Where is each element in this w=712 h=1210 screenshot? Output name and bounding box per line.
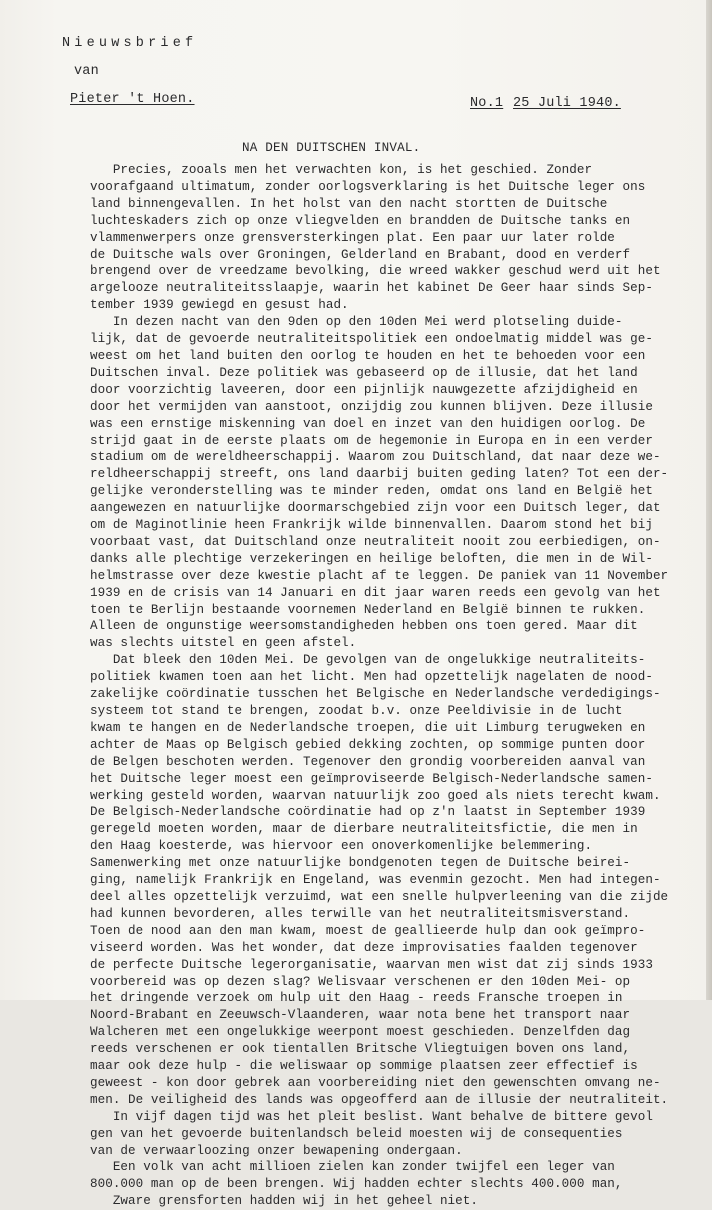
text-line: geregeld moeten worden, maar de dierbare neutraliteitsfictie, die men in [90,822,638,837]
issue-number: No.1 [470,96,504,111]
text-line: In dezen nacht van den 9den op den 10den Mei werd plotseling duide- [90,315,623,330]
text-line: stadium om de wereldheerschappij. Waarom zou Duitschland, dat naar deze we- [90,450,661,465]
text-line: 1939 en de crisis van 14 Januari en dit jaar waren reeds een gevolg van het [90,585,661,600]
text-line: van de verwaarloozing onzer bewapening ondergaan. [90,1143,463,1158]
text-line: toen te Berlijn bestaande voornemen Nederland en België binnen te rukken. [90,602,646,617]
text-line: achter de Maas op Belgisch gebied dekking zochten, op sommige punten door [90,737,646,752]
text-line: was slechts uitstel en geen afstel. [90,636,357,651]
text-line: lijk, dat de gevoerde neutraliteitspolitiek een ondoelmatig middel was ge- [90,332,653,347]
text-line: voorafgaand ultimatum, zonder oorlogsverklaring is het Duitsche leger ons [90,179,646,194]
text-line: In vijf dagen tijd was het pleit beslist. Want behalve de bittere gevol [90,1109,653,1124]
text-line: land binnengevallen. In het holst van den nacht stortten de Duitsche [90,196,608,211]
text-line: Dat bleek den 10den Mei. De gevolgen van de ongelukkige neutraliteits- [90,653,646,668]
text-line: vlammenwerpers onze grensversterkingen plat. Een paar uur later rolde [90,230,615,245]
text-line: politiek kwamen toen aan het licht. Men had opzettelijk nagelaten de nood- [90,670,653,685]
text-line: reldheerschappij streeft, ons land daarbij buiten geding laten? Tot een der- [90,467,669,482]
text-line: het Duitsche leger moest een geïmproviseerde Belgisch-Nederlandsche samen- [90,771,653,786]
text-line: helmstrasse over deze kwestie placht af te leggen. De paniek van 11 November [90,568,669,583]
text-line: viseerd worden. Was het wonder, dat deze improvisaties faalden tegenover [90,940,638,955]
text-line: Duitschen inval. Deze politiek was gebaseerd op de illusie, dat het land [90,365,638,380]
text-line: tember 1939 gewiegd en gesust had. [90,298,349,313]
text-line: argelooze neutraliteitsslaapje, waarin het kabinet De Geer haar sinds Sep- [90,281,653,296]
text-line: luchteskaders zich op onze vliegvelden en brandden de Duitsche tanks en [90,213,631,228]
text-line: Precies, zooals men het verwachten kon, is het geschied. Zonder [90,163,593,177]
text-line: werking gesteld worden, waarvan natuurlijk zoo goed als niets terecht kwam. [90,788,661,803]
van-label: van [74,64,99,79]
text-line: Alleen de ongunstige weersomstandigheden hebben ons toen gered. Maar dit [90,619,638,634]
text-line: door het vermijden van aanstoot, onzijdig zou kunnen blijven. Deze illusie [90,399,653,414]
text-line: de perfecte Duitsche legerorganisatie, waarvan men wist dat zij sinds 1933 [90,957,653,972]
text-line: door voorzichtig laveeren, door een pijnlijk nauwgezette afzijdigheid en [90,382,638,397]
text-line: deel alles opzettelijk verzuimd, wat een snelle hulpverleening van die zijde [90,889,669,904]
author-name: Pieter 't Hoen. [70,92,195,107]
text-line: gelijke veronderstelling was te minder reden, omdat ons land en België het [90,484,653,499]
text-line: aangewezen en natuurlijke doormarschgebied zijn voor een Duitsch leger, dat [90,501,661,516]
text-line: men. De veiligheid des lands was opgeofferd aan de illusie der neutraliteit. [90,1092,669,1107]
text-line: gen van het gevoerde buitenlandsch beleid moesten wij de consequenties [90,1126,623,1141]
text-line: 800.000 man op de been brengen. Wij hadden echter slechts 400.000 man, [90,1177,623,1192]
text-line: geweest - kon door gebrek aan voorbereiding niet den gewenschten omvang ne- [90,1075,661,1090]
text-line: de Belgen beschoten werden. Tegenover den grondig voorbereiden aanval van [90,754,646,769]
issue-date: 25 Juli 1940. [513,96,621,111]
text-line: systeem tot stand te brengen, zoodat b.v. onze Peeldivisie in de lucht [90,704,623,718]
text-line: voorbaat vast, dat Duitschland onze neutraliteit nooit zou eerbiedigen, on- [90,534,661,549]
text-line: zakelijke coördinatie tusschen het Belgische en Nederlandsche verdedigings- [90,687,661,702]
publication-title: Nieuwsbrief [62,36,198,51]
text-line: had kunnen bevorderen, alles terwille van het neutraliteitsmisverstand. [90,906,631,921]
text-line: Walcheren met een ongelukkige weerpont moest geschieden. Denzelfden dag [90,1025,631,1040]
text-line: reeds verschenen er ook tientallen Britsche Vliegtuigen boven ons land, [90,1042,631,1057]
text-line: den Haag koesterde, was hiervoor een onoverkomenlijke belemmering. [90,839,593,854]
text-line: maar ook deze hulp - die weliswaar op sommige plaatsen zeer effectief is [90,1059,638,1074]
text-line: Samenwerking met onze natuurlijke bondgenoten tegen de Duitsche beirei- [90,856,631,871]
article-title: NA DEN DUITSCHEN INVAL. [242,141,421,155]
text-line: brengend over de vreedzame bevolking, die wreed wakker geschud werd uit het [90,264,661,279]
text-line: Noord-Brabant en Zeeuwsch-Vlaanderen, waar nota bene het transport naar [90,1008,631,1023]
text-line: Zware grensforten hadden wij in het geheel niet. [90,1194,478,1209]
text-line: het dringende verzoek om hulp uit den Haag - reeds Fransche troepen in [90,991,623,1006]
text-line: kwam te hangen en de Nederlandsche troepen, die uit Limburg terugweken en [90,720,646,735]
text-line: ging, namelijk Frankrijk en Engeland, was evenmin gezocht. Men had integen- [90,873,661,888]
text-line: strijd gaat in de eerste plaats om de hegemonie in Europa en in een verder [90,433,653,448]
text-line: om de Maginotlinie heen Frankrijk wilde binnenvallen. Daarom stond het bij [90,518,653,533]
text-line: Toen de nood aan den man kwam, moest de geallieerde hulp dan ook geïmpro- [90,923,646,938]
text-line: voorbereid was op dezen slag? Welisvaar verschenen er den 10den Mei- op [90,974,631,989]
text-line: was een ernstige miskenning van doel en inzet van den huidigen oorlog. De [90,416,646,431]
text-line: weest om het land buiten den oorlog te houden en het te behoeden voor een [90,348,646,363]
paper-edge [706,0,712,1000]
text-line: De Belgisch-Nederlandsche coördinatie had op z'n laatst in September 1939 [90,805,646,820]
article-body [90,162,690,1210]
text-line: Een volk van acht millioen zielen kan zonder twijfel een leger van [90,1160,615,1175]
text-line: de Duitsche wals over Groningen, Gelderland en Brabant, dood en verderf [90,247,631,262]
text-line: danks alle plechtige verzekeringen en heilige beloften, die men in de Wil- [90,551,653,566]
